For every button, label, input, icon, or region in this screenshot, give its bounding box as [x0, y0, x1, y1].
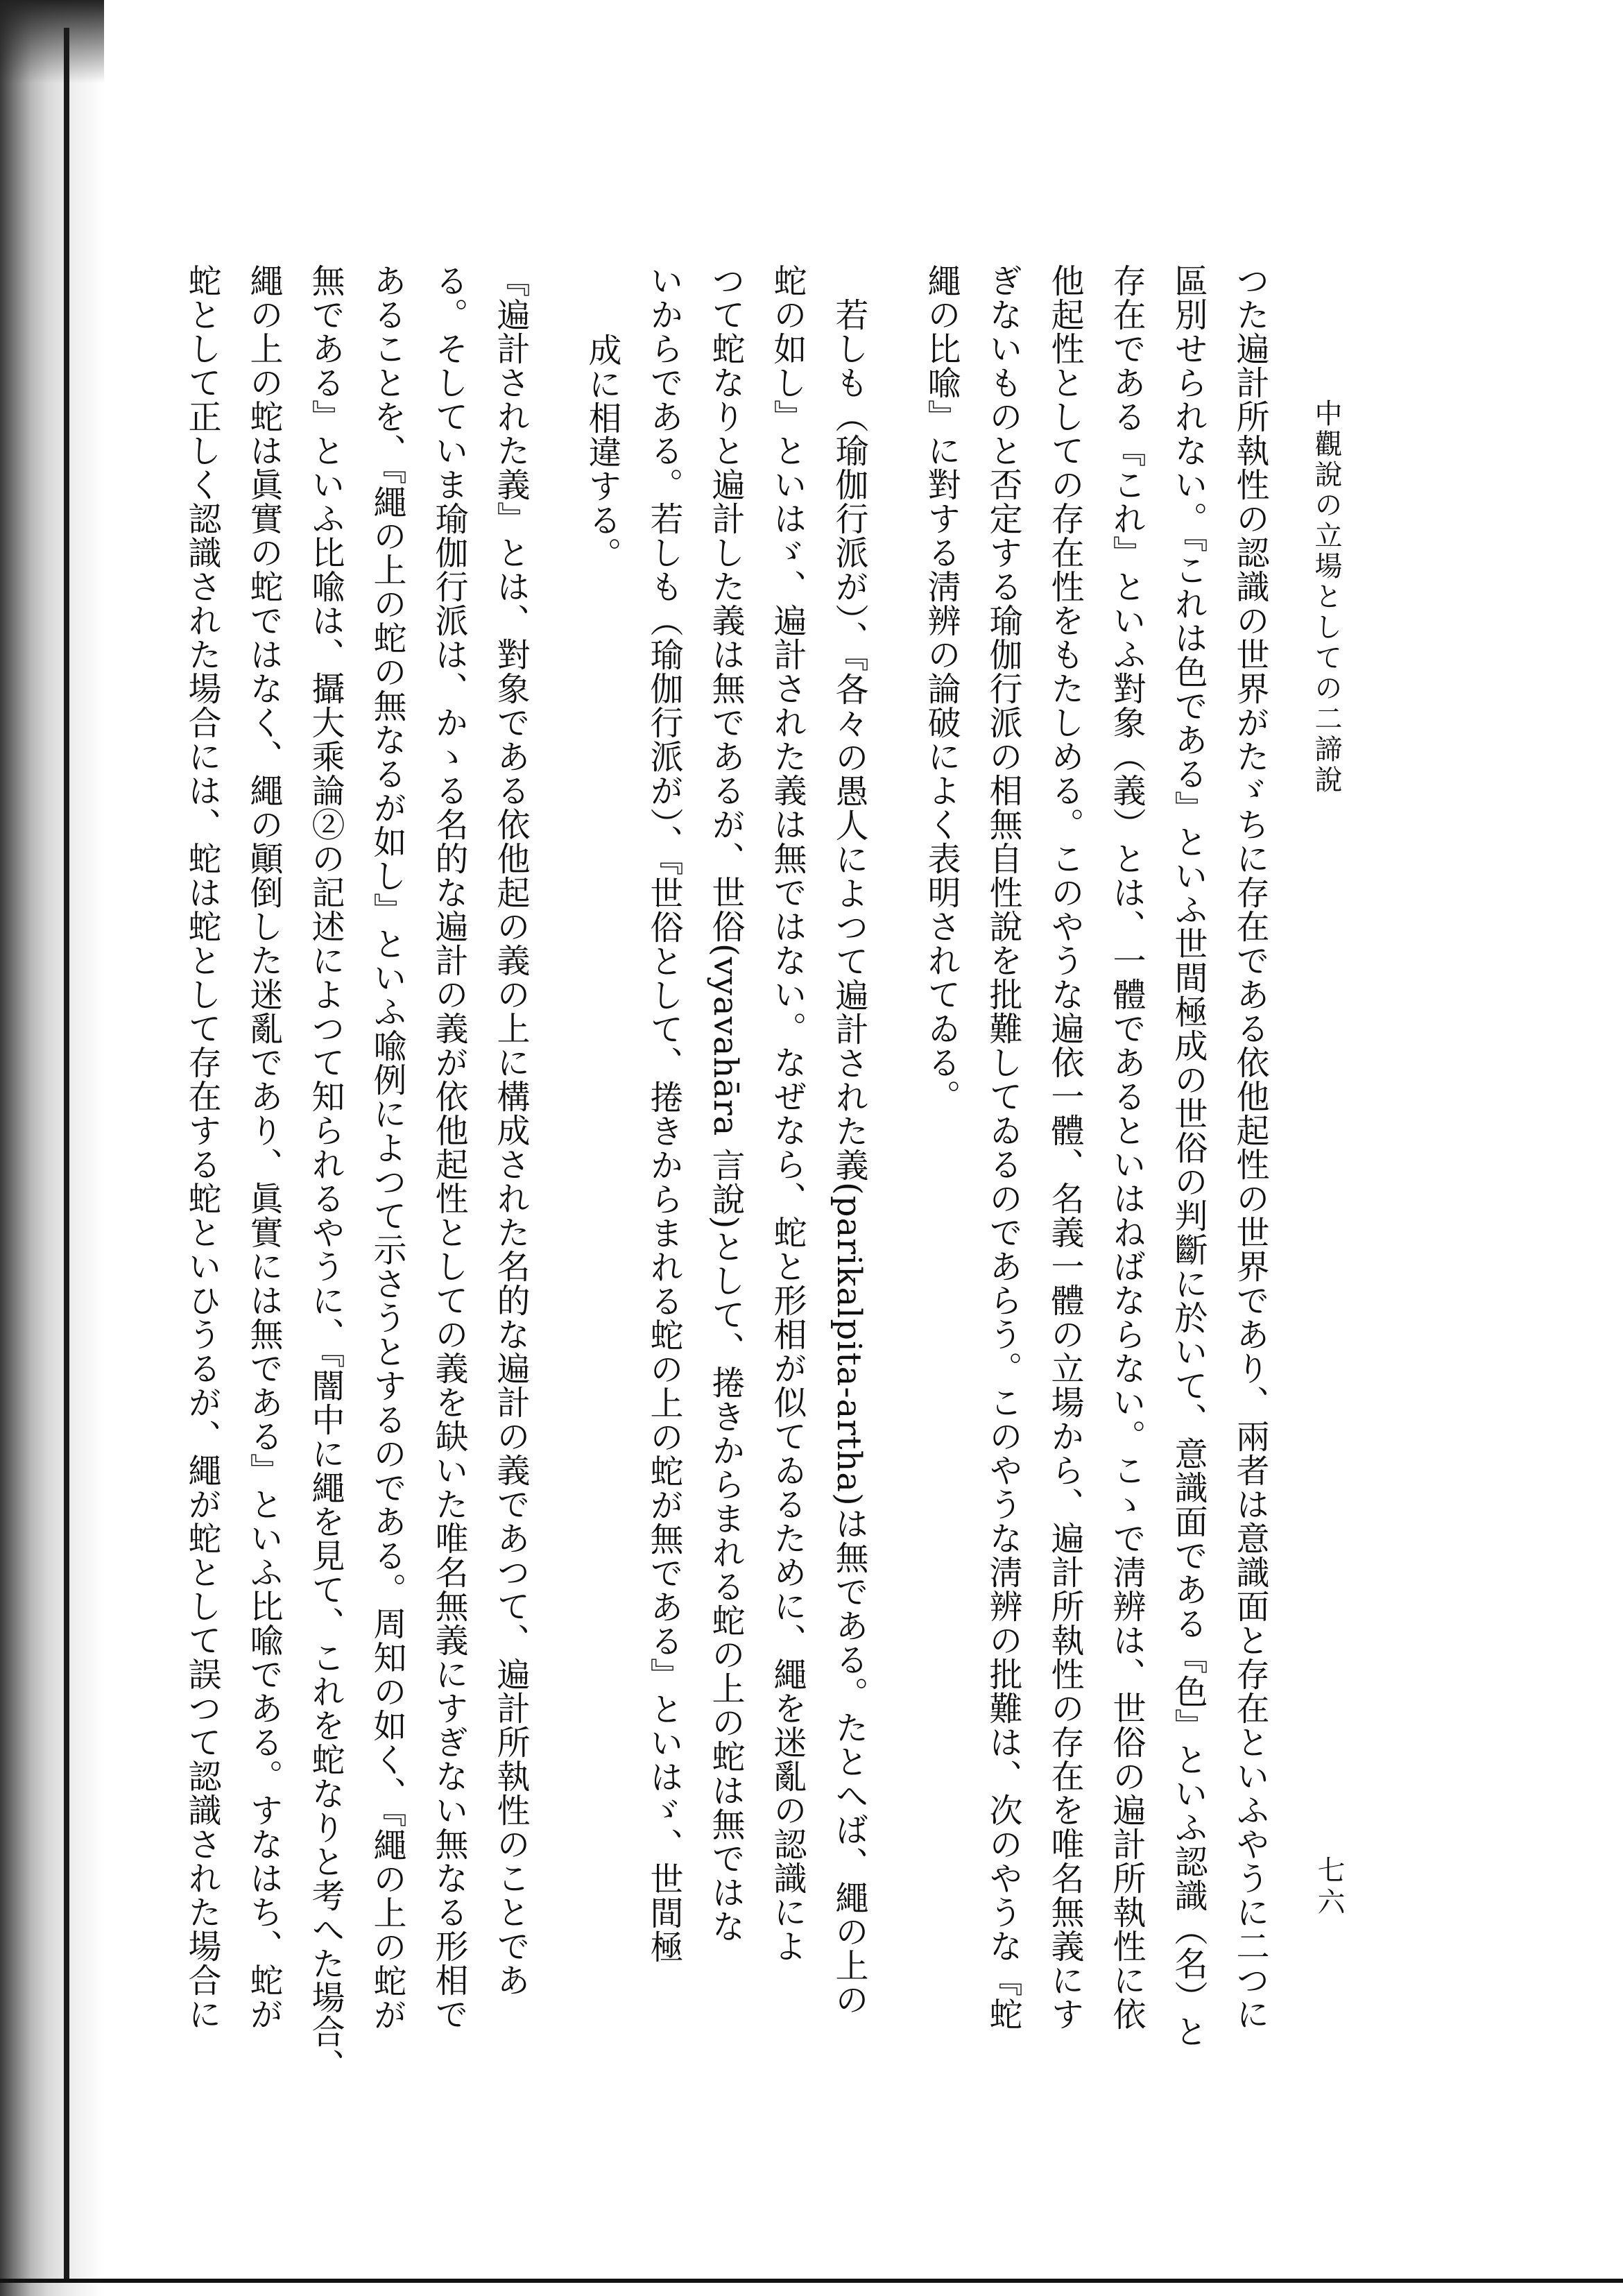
text-line: 蛇として正しく認識された場合には、蛇は蛇として存在する蛇といひうるが、繩が蛇として誤つて認識された場合に	[182, 264, 221, 2031]
text-line: つた遍計所執性の認識の世界がたゞちに存在である依他起性の世界であり、兩者は意識面と存在といふやうに二つに	[1230, 264, 1269, 2031]
text-line: ぎないものと否定する瑜伽行派の相無自性說を批難してゐるのであらう。このやうな淸辨の批難は、次のやうな『蛇	[984, 264, 1022, 2031]
text-line: つて蛇なりと遍計した義は無であるが、世俗(vyavahāra 言說)として、捲きからまれる蛇の上の蛇は無ではな	[706, 264, 745, 1944]
text-line: いからである。若しも（瑜伽行派が）、『世俗として、捲きからまれる蛇の上の蛇が無である』といはゞ、世間極	[644, 264, 683, 1964]
text-line: 存在である『これ』といふ對象（義）とは、一體であるといはねばならない。こゝで淸辨は、世俗の遍計所執性に依	[1107, 264, 1146, 2031]
binding-edge-line	[64, 28, 69, 2282]
running-title: 中觀說の立場としての二諦說	[1310, 399, 1342, 796]
scan-bottom-edge	[0, 2279, 1623, 2283]
text-line: 繩の上の蛇は眞實の蛇ではなく、繩の顚倒した迷亂であり、眞實には無である』といふ比喩である。すなはち、蛇が	[244, 264, 283, 2031]
text-line: 成に相違する。	[583, 333, 621, 571]
text-line: 繩の比喩』に對する淸辨の論破によく表明されてゐる。	[922, 264, 961, 1113]
text-line: 無である』といふ比喩は、攝大乘論②の記述によつて知られるやうに、『闇中に繩を見て、これを蛇なりと考へた場合、	[306, 264, 345, 2082]
text-line: 他起性としての存在性をもたしめる。このやうな遍依一體、名義一體の立場から、遍計所執性の存在を唯名無義にす	[1045, 264, 1084, 2031]
text-line: 若しも（瑜伽行派が）、『各々の愚人によつて遍計された義(parikalpita-artha)は無である。たとへば、繩の上の	[830, 264, 868, 2016]
text-line: あることを、『繩の上の蛇の無なるが如し』といふ喩例によつて示さうとするのである。周知の如く、『繩の上の蛇が	[368, 264, 406, 2032]
text-line: る。そしていま瑜伽行派は、かゝる名的な遍計の義が依他起性としての義を缺いた唯名無義にすぎない無なる形相で	[429, 264, 468, 2031]
page-number: 七六	[1313, 1856, 1345, 1919]
scan-top-shadow	[0, 0, 104, 83]
text-line: 『遍計された義』とは、對象である依他起の義の上に構成された名的な遍計の義であつて、遍計所執性のことであ	[491, 264, 530, 1997]
text-line: 區別せられない。『これは色である』といふ世間極成の世俗の判斷に於いて、意識面である『色』といふ認識（名）と	[1169, 264, 1208, 2048]
text-line: 蛇の如し』といはゞ、遍計された義は無ではない。なぜなら、蛇と形相が似てゐるために、繩を迷亂の認識によ	[768, 264, 807, 1963]
book-gutter-shadow	[0, 0, 104, 2296]
